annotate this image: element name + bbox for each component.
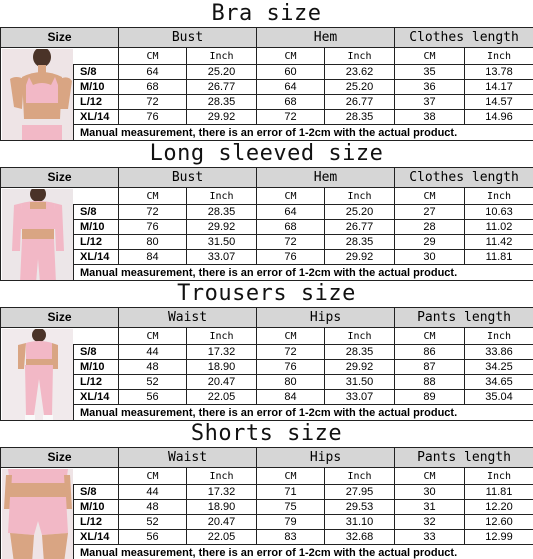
measurement-value: 28.35	[187, 95, 257, 110]
unit-label: Inch	[325, 188, 395, 205]
measurement-value: 34.25	[465, 360, 533, 375]
measurement-value: 29.92	[325, 250, 395, 265]
measurement-value: 11.42	[465, 235, 533, 250]
measurement-value: 29.53	[325, 500, 395, 515]
measurement-value: 10.63	[465, 205, 533, 220]
measurement-value: 87	[395, 360, 465, 375]
measurement-value: 64	[119, 65, 187, 80]
measurement-value: 17.32	[187, 485, 257, 500]
table-row	[1, 95, 533, 110]
measurement-value: 71	[257, 485, 325, 500]
measurement-group-header: Waist	[119, 448, 257, 468]
size-column-header: Size	[1, 448, 119, 468]
unit-label: Inch	[465, 328, 533, 345]
measurement-value: 44	[119, 345, 187, 360]
table-row	[1, 235, 533, 250]
measurement-value: 80	[119, 235, 187, 250]
measurement-value: 31.10	[325, 515, 395, 530]
table-row	[1, 250, 533, 265]
unit-label: CM	[395, 188, 465, 205]
measurement-group-header: Hips	[257, 308, 395, 328]
unit-label: CM	[395, 328, 465, 345]
size-label: S/8	[74, 345, 119, 360]
measurement-value: 64	[257, 205, 325, 220]
measurement-value: 32.68	[325, 530, 395, 545]
measurement-value: 30	[395, 485, 465, 500]
blank-cell	[74, 468, 119, 485]
measurement-value: 14.57	[465, 95, 533, 110]
size-column-header: Size	[1, 308, 119, 328]
measurement-value: 35	[395, 65, 465, 80]
measurement-value: 68	[119, 80, 187, 95]
table-row	[1, 375, 533, 390]
measurement-group-header: Pants length	[395, 448, 533, 468]
measurement-value: 33	[395, 530, 465, 545]
measurement-value: 11.81	[465, 250, 533, 265]
product-photo-cell	[1, 468, 74, 559]
section-title: Bra size	[211, 1, 322, 26]
unit-label: CM	[395, 468, 465, 485]
measurement-value: 33.07	[325, 390, 395, 405]
table-row	[1, 360, 533, 375]
size-section	[0, 0, 533, 140]
size-label: L/12	[74, 235, 119, 250]
measurement-value: 29.92	[187, 220, 257, 235]
size-label: S/8	[74, 205, 119, 220]
size-table	[0, 167, 533, 281]
size-label: M/10	[74, 360, 119, 375]
product-photo-cell	[1, 48, 74, 141]
measurement-value: 72	[119, 95, 187, 110]
measurement-value: 29	[395, 235, 465, 250]
table-row	[1, 515, 533, 530]
measurement-value: 17.32	[187, 345, 257, 360]
table-row	[1, 485, 533, 500]
measurement-value: 76	[257, 250, 325, 265]
measurement-value: 20.47	[187, 515, 257, 530]
measurement-value: 37	[395, 95, 465, 110]
measurement-value: 48	[119, 500, 187, 515]
measurement-value: 18.90	[187, 500, 257, 515]
unit-label: Inch	[465, 188, 533, 205]
measurement-value: 13.78	[465, 65, 533, 80]
bra-model-photo	[2, 49, 74, 141]
measurement-value: 11.02	[465, 220, 533, 235]
measurement-note: Manual measurement, there is an error of 1-2cm with the actual product.	[74, 405, 533, 421]
measurement-group-header: Clothes length	[395, 168, 533, 188]
measurement-value: 84	[119, 250, 187, 265]
measurement-value: 89	[395, 390, 465, 405]
shorts-model-photo	[2, 469, 74, 559]
table-row	[1, 390, 533, 405]
table-row	[1, 80, 533, 95]
measurement-value: 72	[257, 345, 325, 360]
measurement-value: 48	[119, 360, 187, 375]
measurement-value: 29.92	[187, 110, 257, 125]
measurement-note: Manual measurement, there is an error of 1-2cm with the actual product.	[74, 125, 533, 141]
measurement-value: 64	[257, 80, 325, 95]
unit-label: Inch	[465, 48, 533, 65]
unit-label: CM	[257, 48, 325, 65]
unit-label: CM	[119, 328, 187, 345]
table-row	[1, 65, 533, 80]
unit-label: CM	[257, 328, 325, 345]
size-column-header: Size	[1, 28, 119, 48]
measurement-value: 32	[395, 515, 465, 530]
size-label: S/8	[74, 485, 119, 500]
measurement-value: 52	[119, 375, 187, 390]
measurement-group-header: Bust	[119, 28, 257, 48]
blank-cell	[74, 48, 119, 65]
measurement-value: 33.86	[465, 345, 533, 360]
measurement-group-header: Bust	[119, 168, 257, 188]
unit-label: Inch	[325, 328, 395, 345]
measurement-value: 35.04	[465, 390, 533, 405]
measurement-value: 38	[395, 110, 465, 125]
size-label: M/10	[74, 80, 119, 95]
measurement-value: 25.20	[187, 65, 257, 80]
size-label: XL/14	[74, 390, 119, 405]
measurement-value: 26.77	[325, 95, 395, 110]
measurement-value: 88	[395, 375, 465, 390]
long-sleeve-model-photo	[2, 189, 74, 281]
measurement-value: 33.07	[187, 250, 257, 265]
measurement-value: 72	[119, 205, 187, 220]
measurement-value: 86	[395, 345, 465, 360]
trousers-model-photo	[2, 329, 74, 421]
table-row	[1, 345, 533, 360]
table-row	[1, 110, 533, 125]
measurement-value: 30	[395, 250, 465, 265]
measurement-value: 31.50	[325, 375, 395, 390]
unit-label: CM	[257, 188, 325, 205]
measurement-value: 28.35	[325, 110, 395, 125]
measurement-value: 56	[119, 390, 187, 405]
measurement-value: 14.96	[465, 110, 533, 125]
size-table	[0, 27, 533, 141]
unit-label: CM	[257, 468, 325, 485]
blank-cell	[74, 328, 119, 345]
size-label: L/12	[74, 515, 119, 530]
size-section	[0, 420, 533, 559]
size-label: XL/14	[74, 530, 119, 545]
size-table	[0, 447, 533, 559]
measurement-value: 60	[257, 65, 325, 80]
measurement-value: 68	[257, 220, 325, 235]
size-column-header: Size	[1, 168, 119, 188]
blank-cell	[74, 188, 119, 205]
unit-label: Inch	[465, 468, 533, 485]
measurement-group-header: Waist	[119, 308, 257, 328]
measurement-value: 18.90	[187, 360, 257, 375]
size-label: S/8	[74, 65, 119, 80]
section-title: Shorts size	[190, 421, 343, 446]
measurement-value: 84	[257, 390, 325, 405]
unit-label: CM	[395, 48, 465, 65]
unit-label: CM	[119, 468, 187, 485]
table-row	[1, 500, 533, 515]
measurement-value: 34.65	[465, 375, 533, 390]
measurement-note: Manual measurement, there is an error of 1-2cm with the actual product.	[74, 265, 533, 281]
product-photo-cell	[1, 188, 74, 281]
unit-label: Inch	[187, 468, 257, 485]
measurement-note: Manual measurement, there is an error of 1-2cm with the actual product.	[74, 545, 533, 559]
measurement-value: 72	[257, 110, 325, 125]
measurement-value: 83	[257, 530, 325, 545]
measurement-value: 76	[257, 360, 325, 375]
measurement-value: 27	[395, 205, 465, 220]
size-label: XL/14	[74, 110, 119, 125]
measurement-value: 80	[257, 375, 325, 390]
measurement-value: 28	[395, 220, 465, 235]
measurement-value: 76	[119, 220, 187, 235]
measurement-value: 52	[119, 515, 187, 530]
measurement-value: 23.62	[325, 65, 395, 80]
measurement-group-header: Hips	[257, 448, 395, 468]
measurement-value: 76	[119, 110, 187, 125]
table-row	[1, 530, 533, 545]
measurement-value: 72	[257, 235, 325, 250]
measurement-value: 44	[119, 485, 187, 500]
size-section	[0, 280, 533, 420]
table-row	[1, 220, 533, 235]
size-section	[0, 140, 533, 280]
measurement-value: 31.50	[187, 235, 257, 250]
measurement-group-header: Pants length	[395, 308, 533, 328]
size-label: M/10	[74, 500, 119, 515]
unit-label: CM	[119, 188, 187, 205]
measurement-value: 26.77	[325, 220, 395, 235]
measurement-value: 12.20	[465, 500, 533, 515]
unit-label: Inch	[187, 48, 257, 65]
size-table	[0, 307, 533, 421]
measurement-value: 14.17	[465, 80, 533, 95]
measurement-value: 56	[119, 530, 187, 545]
measurement-value: 22.05	[187, 390, 257, 405]
unit-label: Inch	[187, 328, 257, 345]
measurement-value: 29.92	[325, 360, 395, 375]
measurement-value: 31	[395, 500, 465, 515]
section-title: Long sleeved size	[149, 141, 384, 166]
measurement-value: 79	[257, 515, 325, 530]
unit-label: Inch	[187, 188, 257, 205]
section-title: Trousers size	[177, 281, 356, 306]
measurement-value: 22.05	[187, 530, 257, 545]
measurement-value: 36	[395, 80, 465, 95]
measurement-value: 75	[257, 500, 325, 515]
measurement-value: 11.81	[465, 485, 533, 500]
measurement-value: 25.20	[325, 80, 395, 95]
measurement-value: 26.77	[187, 80, 257, 95]
measurement-value: 27.95	[325, 485, 395, 500]
size-label: L/12	[74, 95, 119, 110]
product-photo-cell	[1, 328, 74, 421]
unit-label: CM	[119, 48, 187, 65]
unit-label: Inch	[325, 48, 395, 65]
size-label: L/12	[74, 375, 119, 390]
measurement-value: 28.35	[325, 345, 395, 360]
size-label: XL/14	[74, 250, 119, 265]
measurement-value: 28.35	[187, 205, 257, 220]
measurement-value: 20.47	[187, 375, 257, 390]
measurement-value: 68	[257, 95, 325, 110]
measurement-group-header: Clothes length	[395, 28, 533, 48]
size-label: M/10	[74, 220, 119, 235]
measurement-value: 28.35	[325, 235, 395, 250]
measurement-group-header: Hem	[257, 168, 395, 188]
measurement-value: 12.99	[465, 530, 533, 545]
measurement-group-header: Hem	[257, 28, 395, 48]
table-row	[1, 205, 533, 220]
measurement-value: 25.20	[325, 205, 395, 220]
unit-label: Inch	[325, 468, 395, 485]
measurement-value: 12.60	[465, 515, 533, 530]
